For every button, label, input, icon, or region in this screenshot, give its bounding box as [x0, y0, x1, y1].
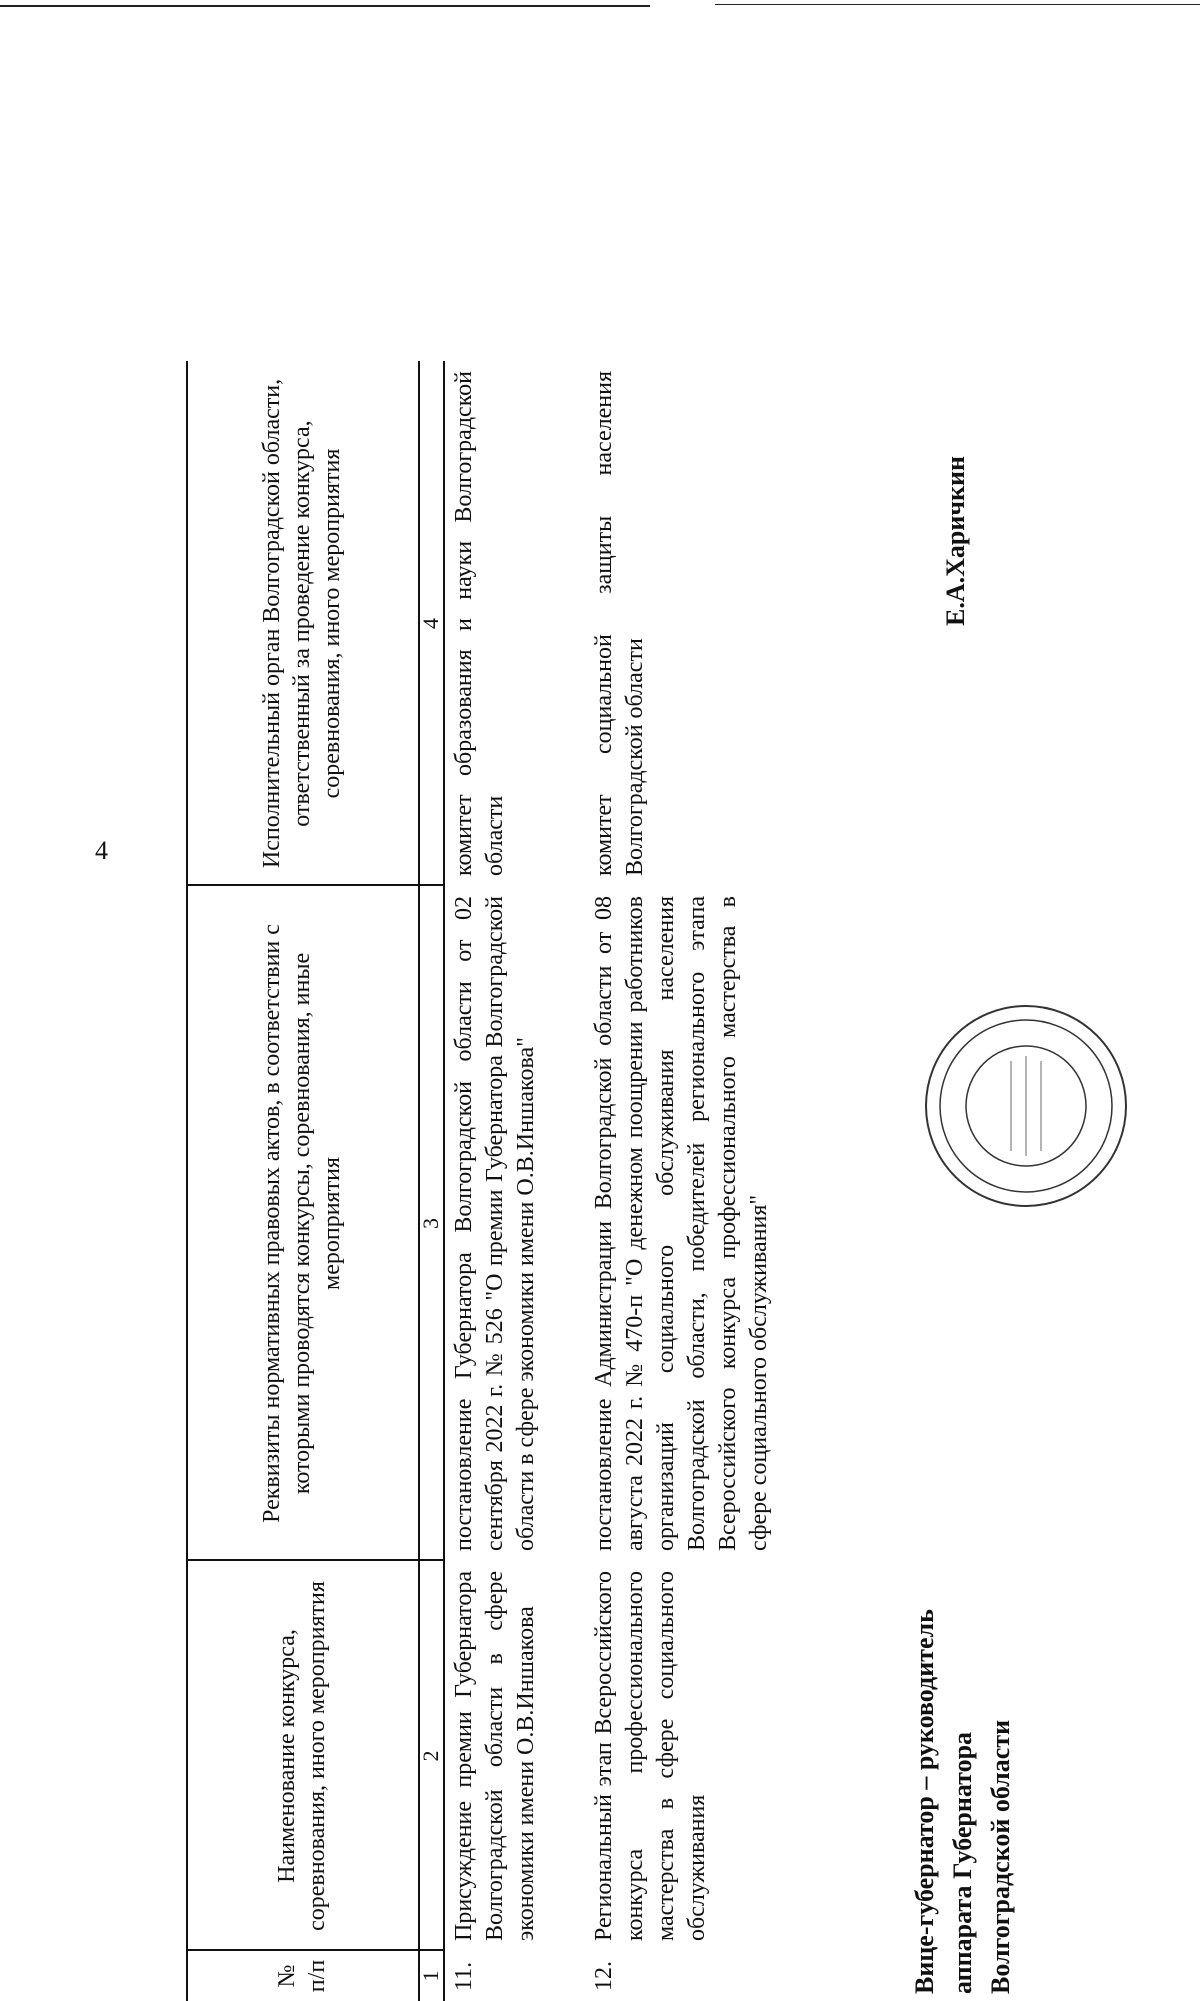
signatory-title: [906, 1524, 1020, 1994]
header-number: № п/п: [274, 1959, 330, 1993]
scan-edge-line-right: [715, 4, 1200, 5]
page-number: 4: [95, 836, 108, 865]
row-legal-act: постановление Администрации Волгоградской области от 08 августа 2022 г. № 470-п "О денежном поощрении работников организаций социального обслуживания населения Волгоградской области, победителей регионального этапа Всероссийского конкурса профессионального мастерства в сфере социального обслуживания": [591, 896, 772, 1551]
column-number-4: 4: [418, 618, 443, 629]
signatory-title-line: Волгоградской области: [986, 1719, 1015, 1994]
signatory-title-line: Вице-губернатор – руководитель: [910, 1609, 939, 1994]
header-event-name: Наименование конкурса, соревнования, иного мероприятия: [274, 1581, 330, 1931]
row-event-name: Региональный этап Всероссийского конкурса профессионального мастерства в сфере социального обслуживания: [591, 1571, 710, 1941]
row-number: 11.: [451, 1961, 477, 1991]
row-legal-act: постановление Губернатора Волгоградской области от 02 сентября 2022 г. № 526 "О премии Губернатора Волгоградской области в сфере экономики имени О.В.Иншакова": [451, 896, 539, 1551]
rotated-document: [71, 361, 1071, 2001]
row-event-name: Присуждение премии Губернатора Волгоградской области в сфере экономики имени О.В.Иншакова: [451, 1571, 539, 1941]
column-number-row: [419, 361, 443, 2001]
header-responsible-body: Исполнительный орган Волгоградской области, ответственный за проведение конкурса, соревнования, иного мероприятия: [259, 378, 345, 869]
column-number-1: 1: [418, 1970, 443, 1982]
row-number: 12.: [591, 1961, 617, 1991]
column-number-2: 2: [418, 1750, 443, 1762]
header-legal-acts: Реквизиты нормативных правовых актов, в соответствии с которыми проводятся конкурсы, соревнования, иные мероприятия: [259, 924, 345, 1523]
row-responsible-body: комитет образования и науки Волгоградской области: [451, 371, 508, 876]
number-row-bottom-rule: [443, 361, 445, 2001]
official-stamp: [921, 1001, 1131, 1211]
row-responsible-body: комитет социальной защиты населения Волгоградской области: [591, 371, 648, 876]
signatory-title-line: аппарата Губернатора: [948, 1731, 977, 1994]
column-number-3: 3: [418, 1218, 443, 1229]
table-header-row: [186, 361, 418, 2001]
signatory-name: Е.А.Харичкин: [941, 456, 970, 626]
scan-edge-line: [0, 5, 650, 7]
